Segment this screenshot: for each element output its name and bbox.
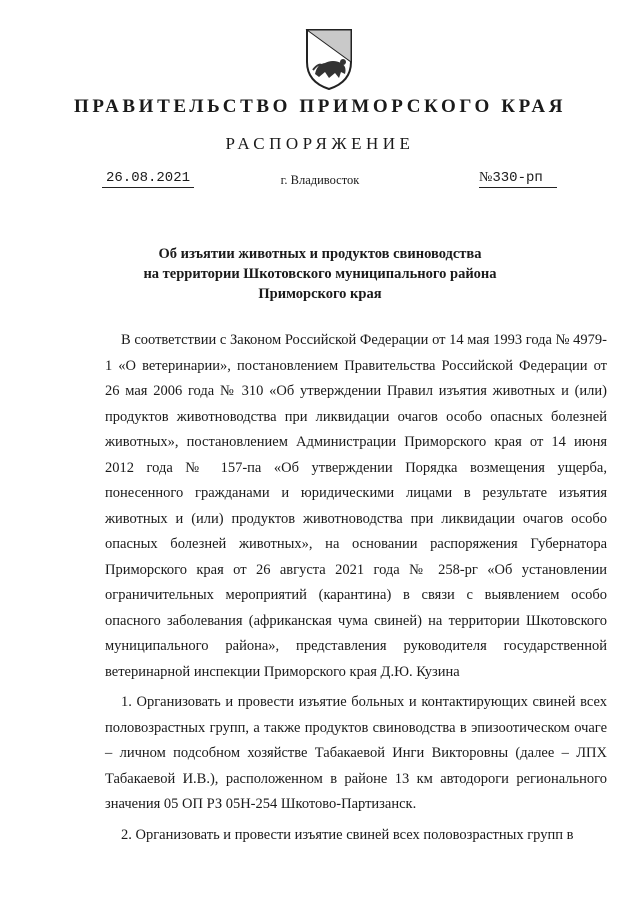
number-value: 330-рп bbox=[492, 170, 543, 186]
number-prefix: № bbox=[479, 170, 493, 185]
document-subject bbox=[0, 244, 640, 304]
clause-paragraph: 2. Организовать и провести изъятие свиней всех половозрастных групп в bbox=[121, 826, 574, 843]
preamble-paragraph: В соответствии с Законом Российской Федерации от 14 мая 1993 года № 4979-1 «О ветеринарии», постановлением Правительства Российской Федерации от 26 мая 2006 года № 310 «Об утверждении Правил изъятия животных и (или) продуктов животноводства при ликвидации очагов особо опасных болезней животных», постановлением Администрации Приморского края от 14 июня 2012 года № 157-па «Об утверждении Порядка возмещения ущерба, понесенного гражданами и юридическими лицами в результате изъятия животных и (или) продуктов животноводства при ликвидации очагов особо опасных болезней животных», на основании распоряжения Губернатора Приморского края от 26 августа 2021 года № 258-рг «Об установлении ограничительных мероприятий (карантина) в связи с выявлением особо опасного заболевания (африканская чума свиней) на территории Шкотовского муниципального района», представления руководителя государственной ветеринарной инспекции Приморского края Д.Ю. Кузина bbox=[105, 332, 607, 680]
primorsky-coat-of-arms-icon bbox=[303, 26, 355, 92]
document-type: РАСПОРЯЖЕНИЕ bbox=[225, 134, 415, 153]
subject-line: на территории Шкотовского муниципального района bbox=[143, 266, 497, 282]
subject-line: Приморского края bbox=[258, 286, 382, 302]
clause-paragraph: 1. Организовать и провести изъятие больных и контактирующих свиней всех половозрастных групп, а также продуктов свиноводства в эпизоотическом очаге – личном подсобном хозяйстве Табакаевой Инги Викторовны (далее – ЛПХ Табакаевой И.В.), расположенном в районе 13 км автодороги регионального значения 05 ОП РЗ 05Н-254 Шкотово-Партизанск. bbox=[105, 694, 607, 812]
document-date: 26.08.2021 bbox=[102, 170, 194, 188]
document-body bbox=[105, 328, 607, 848]
document-number bbox=[479, 170, 557, 188]
subject-line: Об изъятии животных и продуктов свиноводства bbox=[158, 246, 482, 262]
document-city: г. Владивосток bbox=[280, 173, 360, 187]
government-title: ПРАВИТЕЛЬСТВО ПРИМОРСКОГО КРАЯ bbox=[73, 96, 567, 117]
